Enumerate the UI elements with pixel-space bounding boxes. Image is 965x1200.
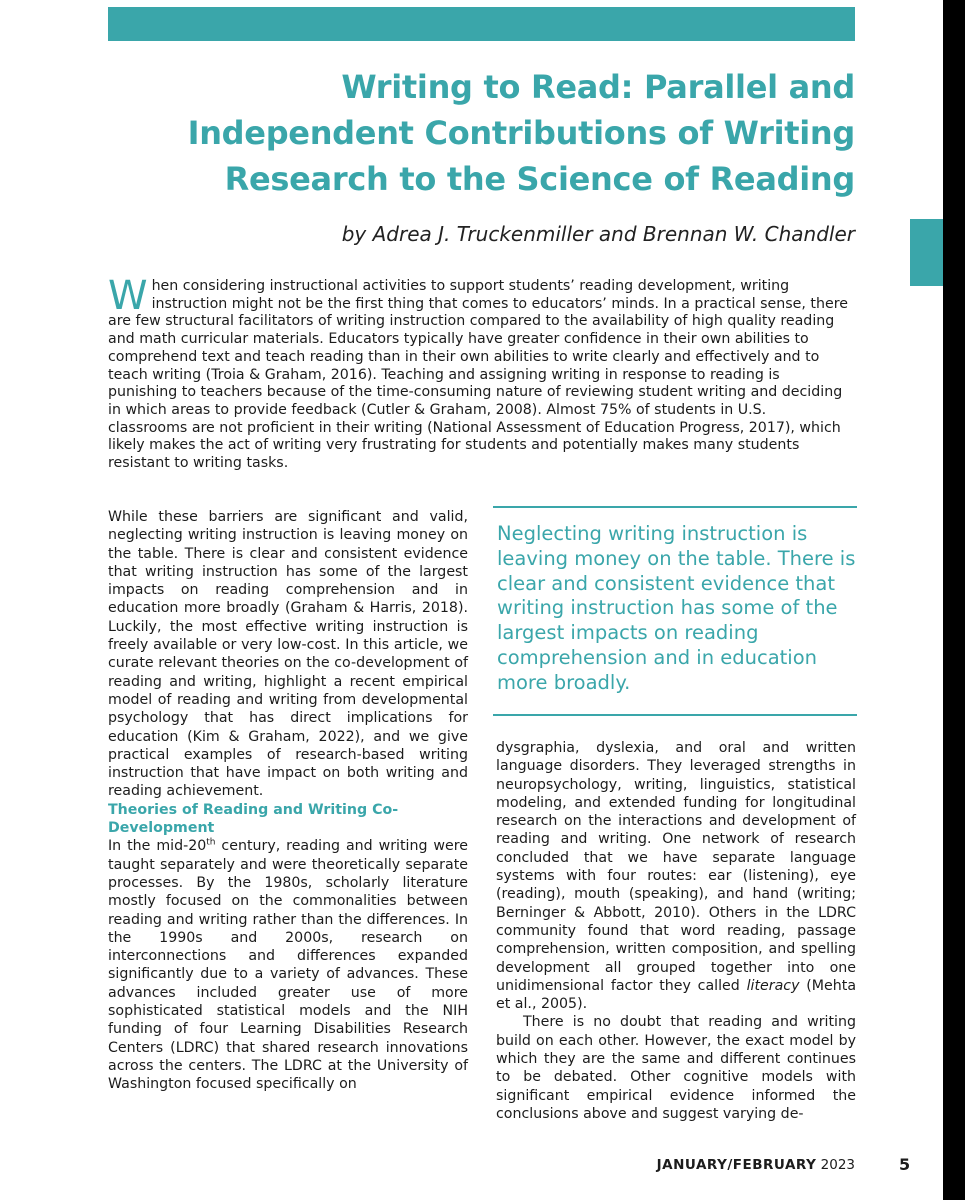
section-heading: Theories of Reading and Writing Co-Development [108, 801, 399, 837]
left-paragraph-2 [108, 837, 468, 1093]
right-paragraph-2: There is no doubt that reading and writing build on each other. However, the exact model by which they are the same and different continues to be debated. Other cognitive models with significant empirical evidence informed the conclusions above and suggest varying de- [496, 1014, 856, 1122]
title-line-3: Research to the Science of Reading [224, 160, 855, 198]
article-byline: by Adrea J. Truckenmiller and Brennan W. Chandler [341, 222, 855, 246]
right-paragraph-1-end: (Mehta et al., 2005). [496, 977, 857, 1013]
right-column [496, 739, 856, 1123]
right-paragraph-1 [496, 739, 856, 1013]
page-number: 5 [899, 1155, 911, 1174]
drop-cap: W [108, 273, 148, 319]
ordinal-superscript: th [206, 837, 216, 848]
title-line-1: Writing to Read: Parallel and [341, 68, 855, 106]
right-paragraph-1-start: dysgraphia, dyslexia, and oral and written language disorders. They leveraged strengths in neuropsychology, writing, linguistics, statistical modeling, and extended funding for longitudinal research on the interactions and development of reading and writing. One network of research concluded that we have separate language systems with four routes: ear (listening), eye (reading), mouth (speaking), and hand (writing; Berninger & Abbott, 2010). Others in the LDRC community found that word reading, passage comprehension, written composition, and spelling development all grouped together into one unidimensional factor they called [496, 740, 856, 994]
article-title [108, 64, 855, 202]
left-paragraph-1: While these barriers are significant and valid, neglecting writing instruction is leaving money on the table. There is clear and consistent evidence that writing instruction has some of the largest impacts on reading comprehension and in education more broadly (Graham & Harris, 2018). Luckily, the most effective writing instruction is freely available or very low-cost. In this article, we curate relevant theories on the co-development of reading and writing, highlight a recent empirical model of reading and writing from developmental psychology that has direct implications for education (Kim & Graham, 2022), and we give practical examples of research-based writing instruction that have impact on both writing and reading achievement. [108, 509, 468, 800]
pull-quote [493, 506, 857, 716]
issue-footer [657, 1157, 855, 1173]
left-paragraph-2-rest: century, reading and writing were taught separately and were theoretically separate processes. By the 1980s, scholarly literature mostly focused on the commonalities between reading and writing rather than the differences. In the 1990s and 2000s, research on interconnections and differences expanded significantly due to a variety of advances. These advances included greater use of more sophisticated statistical models and the NIH funding of four Learning Disabilities Research Centers (LDRC) that shared research innovations across the centers. The LDRC at the University of Washington focused specifically on [108, 838, 469, 1093]
issue-year: 2023 [820, 1157, 855, 1173]
literacy-term: literacy [746, 977, 800, 994]
intro-text: hen considering instructional activities to support students’ reading development, writing instruction might not be the first thing that comes to educators’ minds. In a practical sense, there are few structural facilitators of writing instruction compared to the availability of high quality reading and math curricular materials. Educators typically have greater confidence in their own abilities to comprehend text and teach reading than in their own abilities to write clearly and effectively and to teach writing (Troia & Graham, 2016). Teaching and assigning writing in response to reading is punishing to teachers because of the time-consuming nature of reviewing student writing and deciding in which areas to provide feedback (Cutler & Graham, 2008). Almost 75% of students in U.S. classrooms are not proficient in their writing (National Assessment of Education Progress, 2017), which likely makes the act of writing very frustrating for students and potentially makes many students resistant to writing tasks. [108, 278, 848, 472]
pull-quote-text: Neglecting writing instruction is leaving money on the table. There is clear and consistent evidence that writing instruction has some of the largest impacts on reading comprehension and in education more broadly. [497, 522, 856, 694]
issue-months: JANUARY/FEBRUARY [656, 1157, 817, 1173]
header-color-bar [108, 7, 855, 41]
left-paragraph-2-start: In the mid-20 [108, 838, 207, 855]
title-line-2: Independent Contributions of Writing [187, 114, 855, 152]
side-tab-marker [910, 219, 943, 286]
intro-paragraph [108, 273, 848, 473]
left-column [108, 508, 468, 1094]
